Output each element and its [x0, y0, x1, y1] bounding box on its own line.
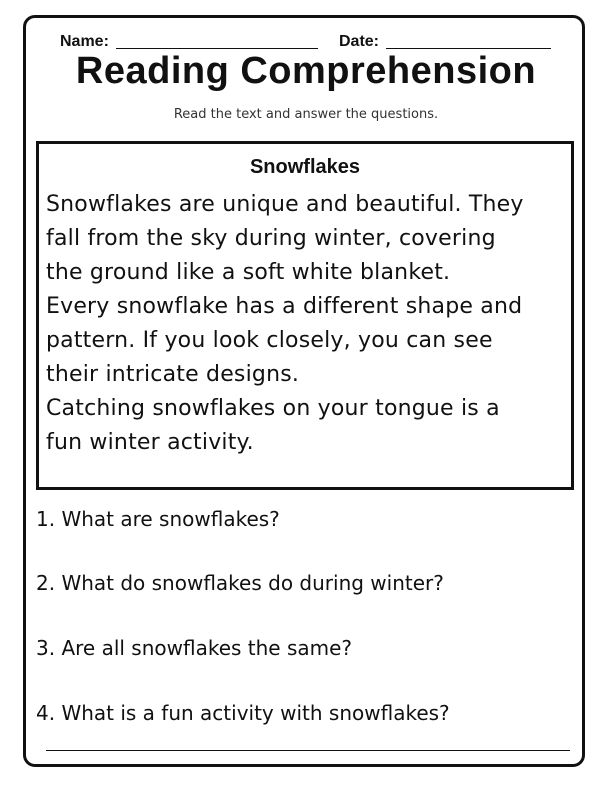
- name-field[interactable]: [116, 48, 318, 49]
- question-2: 2. What do snowflakes do during winter?: [36, 571, 444, 595]
- question-3: 3. Are all snowflakes the same?: [36, 636, 353, 660]
- name-label: Name:: [60, 33, 109, 50]
- passage-title: Snowflakes: [249, 156, 361, 178]
- date-field[interactable]: [386, 48, 551, 49]
- date-label: Date:: [339, 33, 380, 50]
- question-1: 1. What are snowflakes?: [36, 507, 280, 531]
- page-title: Reading Comprehension: [75, 50, 537, 92]
- instructions: Read the text and answer the questions.: [173, 107, 439, 122]
- passage-line: fun winter activity.: [46, 430, 254, 455]
- passage-line: their intricate designs.: [46, 362, 300, 387]
- passage-box: [36, 141, 574, 490]
- passage-line: Snowflakes are unique and beautiful. They: [46, 192, 524, 217]
- passage-line: pattern. If you look closely, you can see: [46, 328, 493, 353]
- answer-line[interactable]: [46, 750, 570, 751]
- passage-line: Every snowflake has a different shape and: [46, 294, 523, 319]
- passage-line: fall from the sky during winter, covering: [46, 226, 496, 251]
- passage-line: Catching snowflakes on your tongue is a: [46, 396, 500, 421]
- passage-line: the ground like a soft white blanket.: [46, 260, 451, 285]
- question-4: 4. What is a fun activity with snowflakes?: [36, 701, 450, 725]
